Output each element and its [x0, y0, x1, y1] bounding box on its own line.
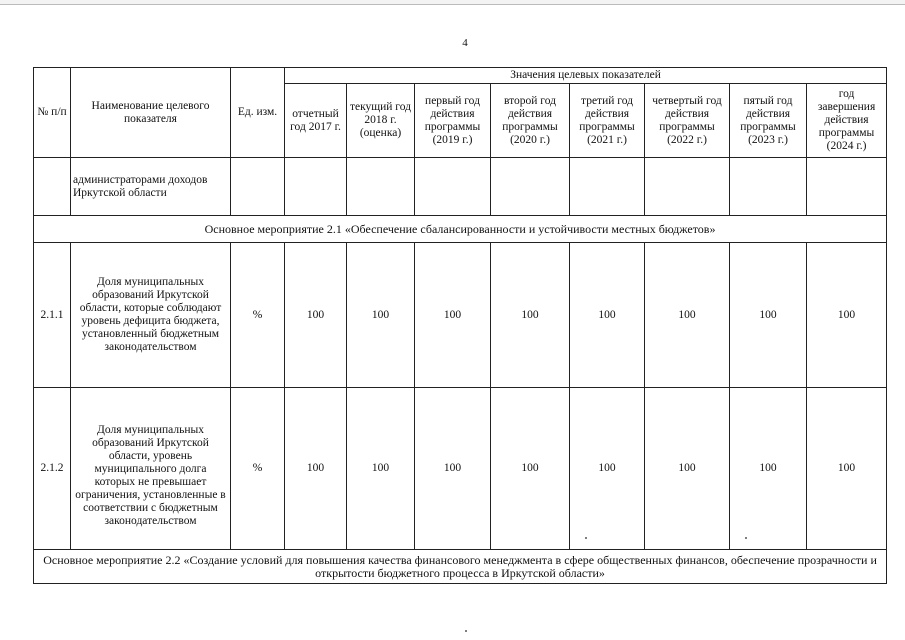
row-value: 100 [285, 388, 347, 550]
page-number: 4 [462, 37, 468, 49]
row-value: 100 [491, 388, 570, 550]
row-unit: % [231, 243, 285, 388]
header-num: № п/п [34, 68, 71, 158]
row-value: 100 [570, 388, 645, 550]
table-row [34, 388, 887, 550]
row-value: 100 [645, 243, 730, 388]
row-value: 100 [807, 388, 887, 550]
row-value: 100 [645, 388, 730, 550]
header-unit: Ед. изм. [231, 68, 285, 158]
target-indicators-table [33, 67, 887, 584]
continuation-row [34, 158, 887, 216]
row-value: 100 [415, 388, 491, 550]
row-value: 100 [347, 388, 415, 550]
row-num: 2.1.1 [34, 243, 71, 388]
scan-top-edge [0, 0, 905, 5]
scan-speck [465, 630, 467, 632]
header-year-2017: отчетный год 2017 г. [285, 84, 347, 158]
continuation-text: администраторами доходов Иркутской области [71, 158, 231, 216]
header-year-2021: третий год действия программы (2021 г.) [570, 84, 645, 158]
table-row [34, 243, 887, 388]
header-year-2022: четвертый год действия программы (2022 г.) [645, 84, 730, 158]
row-name: Доля муниципальных образований Иркутской области, уровень муниципального долга которых не превышает ограничения, установленные в соответствии с бюджетным законодательством [71, 388, 231, 550]
row-value: 100 [730, 243, 807, 388]
row-unit: % [231, 388, 285, 550]
row-value: 100 [807, 243, 887, 388]
header-name: Наименование целевого показателя [71, 68, 231, 158]
header-year-2019: первый год действия программы (2019 г.) [415, 84, 491, 158]
header-group-title: Значения целевых показателей [285, 68, 887, 84]
row-value: 100 [285, 243, 347, 388]
row-value: 100 [415, 243, 491, 388]
row-name: Доля муниципальных образований Иркутской области, которые соблюдают уровень дефицита бюджета, установленный бюджетным законодательством [71, 243, 231, 388]
row-value: 100 [730, 388, 807, 550]
header-year-2020: второй год действия программы (2020 г.) [491, 84, 570, 158]
row-value: 100 [491, 243, 570, 388]
scan-speck [745, 537, 747, 539]
section-2-2-title: Основное мероприятие 2.2 «Создание условий для повышения качества финансового менеджмента в сфере общественных финансов, обеспечение прозрачности и открытости бюджетного процесса в Иркутской области» [34, 550, 887, 584]
scan-speck [585, 537, 587, 539]
row-value: 100 [570, 243, 645, 388]
row-num: 2.1.2 [34, 388, 71, 550]
header-year-2023: пятый год действия программы (2023 г.) [730, 84, 807, 158]
header-year-2024: год завершения действия программы (2024 г.) [807, 84, 887, 158]
header-year-2018: текущий год 2018 г. (оценка) [347, 84, 415, 158]
row-value: 100 [347, 243, 415, 388]
section-2-1-title: Основное мероприятие 2.1 «Обеспечение сбалансированности и устойчивости местных бюджетов» [34, 216, 887, 243]
